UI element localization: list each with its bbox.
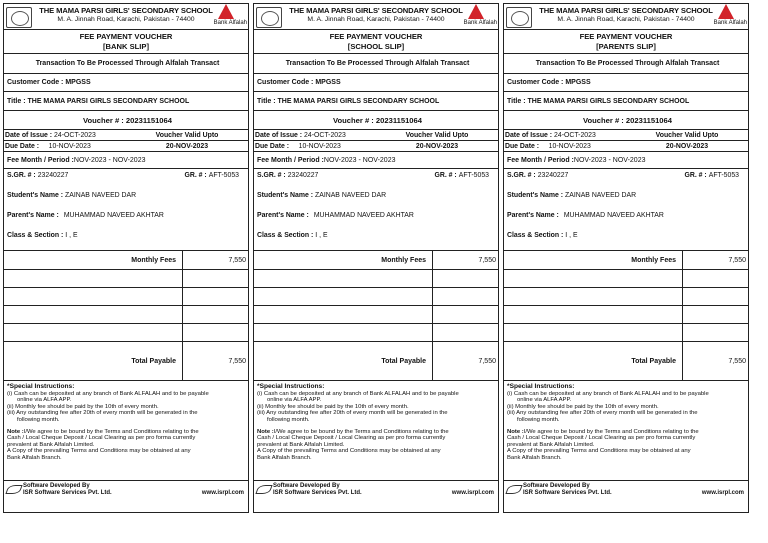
special-instructions (4, 381, 248, 481)
fee-amount-blank (433, 270, 498, 288)
sgr-label: S.GR. # : (507, 172, 536, 179)
fee-row-blank (4, 288, 183, 306)
total-payable-amount: 7,550 (228, 357, 246, 365)
valid-upto-label: Voucher Valid Upto (155, 131, 219, 139)
transaction-line: Transaction To Be Processed Through Alfalah Transact (254, 54, 498, 74)
due-date-label: Due Date : (255, 143, 290, 150)
monthly-fees-label: Monthly Fees (254, 251, 433, 270)
customer-code: Customer Code : MPGSS (254, 74, 498, 92)
school-name: THE MAMA PARSI GIRLS' SECONDARY SCHOOL (539, 6, 713, 15)
fee-row-blank (4, 306, 183, 324)
sgr-value: 23240227 (287, 172, 319, 179)
voucher-copy (3, 3, 249, 513)
voucher-copy (503, 3, 749, 513)
note-4: A Copy of the prevailing Terms and Conditions may be obtained at any (7, 448, 191, 455)
instruction-2: (ii) Monthly fee should be paid by the 10th of every month. (7, 403, 159, 410)
fee-amount-blank (183, 288, 248, 306)
valid-upto: 20-NOV-2023 (665, 143, 709, 150)
instruction-3-cont: following month. (267, 416, 310, 423)
school-crest-icon (6, 7, 32, 28)
bank-alfalah-logo-icon (468, 4, 484, 19)
fee-period-row (4, 152, 248, 169)
special-heading: *Special Instructions: (257, 383, 325, 390)
transaction-line: Transaction To Be Processed Through Alfalah Transact (4, 54, 248, 74)
student-name: ZAINAB NAVEED DAR (65, 192, 137, 199)
parent-label: Parent's Name : (507, 212, 559, 219)
note-1 (257, 429, 495, 436)
voucher-header (4, 4, 248, 30)
fee-row-blank (4, 324, 183, 342)
isr-logo-icon (255, 485, 272, 494)
due-date: 10-NOV-2023 (298, 143, 341, 150)
note-2: Cash / Local Cheque Deposit / Local Clearing as per pro forma currently (7, 435, 196, 442)
instruction-3: (iii) Any outstanding fee after 20th of every month will be generated in the (507, 410, 698, 417)
gr-value: AFT-5053 (458, 172, 489, 179)
fee-row-blank (254, 270, 433, 288)
special-instructions (504, 381, 748, 481)
date-of-issue-label: Date of Issue : (5, 131, 53, 139)
instruction-3-cont: following month. (17, 416, 60, 423)
note-text-1: I/We agree to be bound by the Terms and Conditions relating to the (523, 428, 699, 435)
note-5: Bank Alfalah Branch. (507, 454, 562, 461)
developed-by: Software Developed By (523, 483, 590, 489)
fee-amount-blank (183, 324, 248, 342)
voucher-header (504, 4, 748, 30)
note-1 (507, 429, 745, 436)
fee-amount-blank (433, 288, 498, 306)
date-of-issue-label: Date of Issue : (255, 131, 303, 139)
dates-block (504, 130, 748, 152)
parent-label: Parent's Name : (257, 212, 309, 219)
special-heading: *Special Instructions: (507, 383, 575, 390)
instruction-2: (ii) Monthly fee should be paid by the 10th of every month. (257, 403, 409, 410)
gr-label: GR. # : (184, 172, 207, 179)
fee-period: NOV-2023 - NOV-2023 (323, 156, 396, 164)
school-crest-icon (256, 7, 282, 28)
fee-row-blank (254, 306, 433, 324)
total-payable-amount: 7,550 (478, 357, 496, 365)
voucher-footer (504, 481, 748, 512)
parent-name: MUHAMMAD NAVEED AKHTAR (563, 212, 664, 219)
note-4: A Copy of the prevailing Terms and Conditions may be obtained at any (257, 448, 441, 455)
instruction-1-cont: online via ALFA APP. (267, 397, 322, 404)
bank-name: Bank Alfalah (713, 20, 747, 26)
note-2: Cash / Local Cheque Deposit / Local Clearing as per pro forma currently (257, 435, 446, 442)
note-label: Note : (257, 428, 274, 435)
dates-block (4, 130, 248, 152)
student-label: Student's Name : (7, 192, 64, 199)
fee-row-blank (504, 288, 683, 306)
voucher-title (504, 30, 748, 54)
title-line: Title : THE MAMA PARSI GIRLS SECONDARY SCHOOL (254, 92, 498, 111)
voucher-sheet (3, 3, 765, 513)
bank-alfalah-logo-icon (218, 4, 234, 19)
note-3: prevalent at Bank Alfalah Limited. (257, 441, 345, 448)
monthly-fees-amount: 7,550 (433, 251, 498, 270)
date-of-issue: 24-OCT-2023 (54, 131, 96, 139)
voucher-header (254, 4, 498, 30)
note-text-1: I/We agree to be bound by the Terms and Conditions relating to the (273, 428, 449, 435)
date-of-issue: 24-OCT-2023 (304, 131, 346, 139)
fee-row-blank (4, 270, 183, 288)
developer-website[interactable]: www.isrpl.com (451, 490, 494, 496)
fee-period-row (504, 152, 748, 169)
slip-type: [SCHOOL SLIP] (347, 42, 405, 51)
parent-label: Parent's Name : (7, 212, 59, 219)
fee-amount-blank (683, 324, 748, 342)
instruction-3: (iii) Any outstanding fee after 20th of every month will be generated in the (7, 410, 198, 417)
monthly-fees-amount: 7,550 (183, 251, 248, 270)
valid-upto-label: Voucher Valid Upto (655, 131, 719, 139)
isr-logo-icon (5, 485, 22, 494)
school-crest-icon (506, 7, 532, 28)
total-payable-label: Total Payable (504, 342, 683, 380)
student-details (504, 169, 748, 251)
developer-name: ISR Software Services Pvt. Ltd. (523, 490, 612, 496)
fee-period: NOV-2023 - NOV-2023 (73, 156, 146, 164)
voucher-number: Voucher # : 20231151064 (504, 111, 748, 130)
note-3: prevalent at Bank Alfalah Limited. (7, 441, 95, 448)
gr-value: AFT-5053 (208, 172, 239, 179)
dates-block (254, 130, 498, 152)
voucher-footer (4, 481, 248, 512)
note-text-1: I/We agree to be bound by the Terms and Conditions relating to the (23, 428, 199, 435)
customer-code: Customer Code : MPGSS (504, 74, 748, 92)
monthly-fees-amount: 7,550 (683, 251, 748, 270)
student-details (4, 169, 248, 251)
gr-value: AFT-5053 (708, 172, 739, 179)
total-payable-label: Total Payable (4, 342, 183, 380)
instruction-3: (iii) Any outstanding fee after 20th of every month will be generated in the (257, 410, 448, 417)
title-line: Title : THE MAMA PARSI GIRLS SECONDARY SCHOOL (504, 92, 748, 111)
school-address: M. A. Jinnah Road, Karachi, Pakistan - 74400 (307, 16, 445, 23)
voucher-heading: FEE PAYMENT VOUCHER (79, 32, 173, 41)
voucher-heading: FEE PAYMENT VOUCHER (329, 32, 423, 41)
note-5: Bank Alfalah Branch. (7, 454, 62, 461)
valid-upto: 20-NOV-2023 (415, 143, 459, 150)
sgr-value: 23240227 (37, 172, 69, 179)
instruction-1: (i) Cash can be deposited at any branch of Bank ALFALAH and to be payable (7, 390, 209, 397)
school-address: M. A. Jinnah Road, Karachi, Pakistan - 74400 (57, 16, 195, 23)
valid-upto: 20-NOV-2023 (165, 143, 209, 150)
voucher-title (254, 30, 498, 54)
isr-logo-icon (505, 485, 522, 494)
instruction-2: (ii) Monthly fee should be paid by the 10th of every month. (507, 403, 659, 410)
note-4: A Copy of the prevailing Terms and Conditions may be obtained at any (507, 448, 691, 455)
instruction-1-cont: online via ALFA APP. (17, 397, 72, 404)
class-label: Class & Section : (257, 232, 314, 239)
fees-table (4, 251, 248, 381)
class-label: Class & Section : (507, 232, 564, 239)
fee-period: NOV-2023 - NOV-2023 (573, 156, 646, 164)
class-section: I , E (315, 232, 328, 239)
note-label: Note : (7, 428, 24, 435)
student-label: Student's Name : (507, 192, 564, 199)
instruction-1-cont: online via ALFA APP. (517, 397, 572, 404)
parent-name: MUHAMMAD NAVEED AKHTAR (63, 212, 164, 219)
developer-website[interactable]: www.isrpl.com (201, 490, 244, 496)
title-line: Title : THE MAMA PARSI GIRLS SECONDARY SCHOOL (4, 92, 248, 111)
gr-label: GR. # : (434, 172, 457, 179)
instruction-3-cont: following month. (517, 416, 560, 423)
class-section: I , E (65, 232, 78, 239)
date-of-issue: 24-OCT-2023 (554, 131, 596, 139)
monthly-fees-label: Monthly Fees (504, 251, 683, 270)
due-date-label: Due Date : (5, 143, 40, 150)
bank-name: Bank Alfalah (463, 20, 497, 26)
developed-by: Software Developed By (273, 483, 340, 489)
note-label: Note : (507, 428, 524, 435)
student-details (254, 169, 498, 251)
due-date: 10-NOV-2023 (48, 143, 91, 150)
note-3: prevalent at Bank Alfalah Limited. (507, 441, 595, 448)
instruction-1: (i) Cash can be deposited at any branch of Bank ALFALAH and to be payable (507, 390, 709, 397)
school-name: THE MAMA PARSI GIRLS' SECONDARY SCHOOL (39, 6, 213, 15)
due-date: 10-NOV-2023 (548, 143, 591, 150)
bank-alfalah-logo-icon (718, 4, 734, 19)
fee-period-label: Fee Month / Period : (257, 156, 324, 164)
bank-name: Bank Alfalah (213, 20, 247, 26)
voucher-copy (253, 3, 499, 513)
fee-period-label: Fee Month / Period : (507, 156, 574, 164)
fee-amount-blank (683, 270, 748, 288)
special-instructions (254, 381, 498, 481)
class-section: I , E (565, 232, 578, 239)
voucher-number: Voucher # : 20231151064 (4, 111, 248, 130)
fee-row-blank (254, 324, 433, 342)
developer-name: ISR Software Services Pvt. Ltd. (273, 490, 362, 496)
student-label: Student's Name : (257, 192, 314, 199)
special-heading: *Special Instructions: (7, 383, 75, 390)
fee-period-label: Fee Month / Period : (7, 156, 74, 164)
fee-period-row (254, 152, 498, 169)
developer-website[interactable]: www.isrpl.com (701, 490, 744, 496)
valid-upto-label: Voucher Valid Upto (405, 131, 469, 139)
customer-code: Customer Code : MPGSS (4, 74, 248, 92)
note-1 (7, 429, 245, 436)
transaction-line: Transaction To Be Processed Through Alfalah Transact (504, 54, 748, 74)
gr-label: GR. # : (684, 172, 707, 179)
due-date-label: Due Date : (505, 143, 540, 150)
student-name: ZAINAB NAVEED DAR (315, 192, 387, 199)
total-payable-label: Total Payable (254, 342, 433, 380)
voucher-heading: FEE PAYMENT VOUCHER (579, 32, 673, 41)
monthly-fees-label: Monthly Fees (4, 251, 183, 270)
total-payable-amount: 7,550 (728, 357, 746, 365)
fee-amount-blank (683, 306, 748, 324)
sgr-value: 23240227 (537, 172, 569, 179)
school-address: M. A. Jinnah Road, Karachi, Pakistan - 74400 (557, 16, 695, 23)
developed-by: Software Developed By (23, 483, 90, 489)
slip-type: [BANK SLIP] (103, 42, 149, 51)
fee-amount-blank (183, 306, 248, 324)
sgr-label: S.GR. # : (7, 172, 36, 179)
note-5: Bank Alfalah Branch. (257, 454, 312, 461)
fee-row-blank (254, 288, 433, 306)
fees-table (254, 251, 498, 381)
student-name: ZAINAB NAVEED DAR (565, 192, 637, 199)
fee-row-blank (504, 270, 683, 288)
voucher-title (4, 30, 248, 54)
developer-name: ISR Software Services Pvt. Ltd. (23, 490, 112, 496)
fee-amount-blank (683, 288, 748, 306)
class-label: Class & Section : (7, 232, 64, 239)
voucher-footer (254, 481, 498, 512)
instruction-1: (i) Cash can be deposited at any branch of Bank ALFALAH and to be payable (257, 390, 459, 397)
fee-row-blank (504, 324, 683, 342)
school-name: THE MAMA PARSI GIRLS' SECONDARY SCHOOL (289, 6, 463, 15)
voucher-number: Voucher # : 20231151064 (254, 111, 498, 130)
fees-table (504, 251, 748, 381)
fee-amount-blank (433, 306, 498, 324)
parent-name: MUHAMMAD NAVEED AKHTAR (313, 212, 414, 219)
fee-row-blank (504, 306, 683, 324)
note-2: Cash / Local Cheque Deposit / Local Clearing as per pro forma currently (507, 435, 696, 442)
fee-amount-blank (433, 324, 498, 342)
sgr-label: S.GR. # : (257, 172, 286, 179)
fee-amount-blank (183, 270, 248, 288)
date-of-issue-label: Date of Issue : (505, 131, 553, 139)
slip-type: [PARENTS SLIP] (596, 42, 656, 51)
